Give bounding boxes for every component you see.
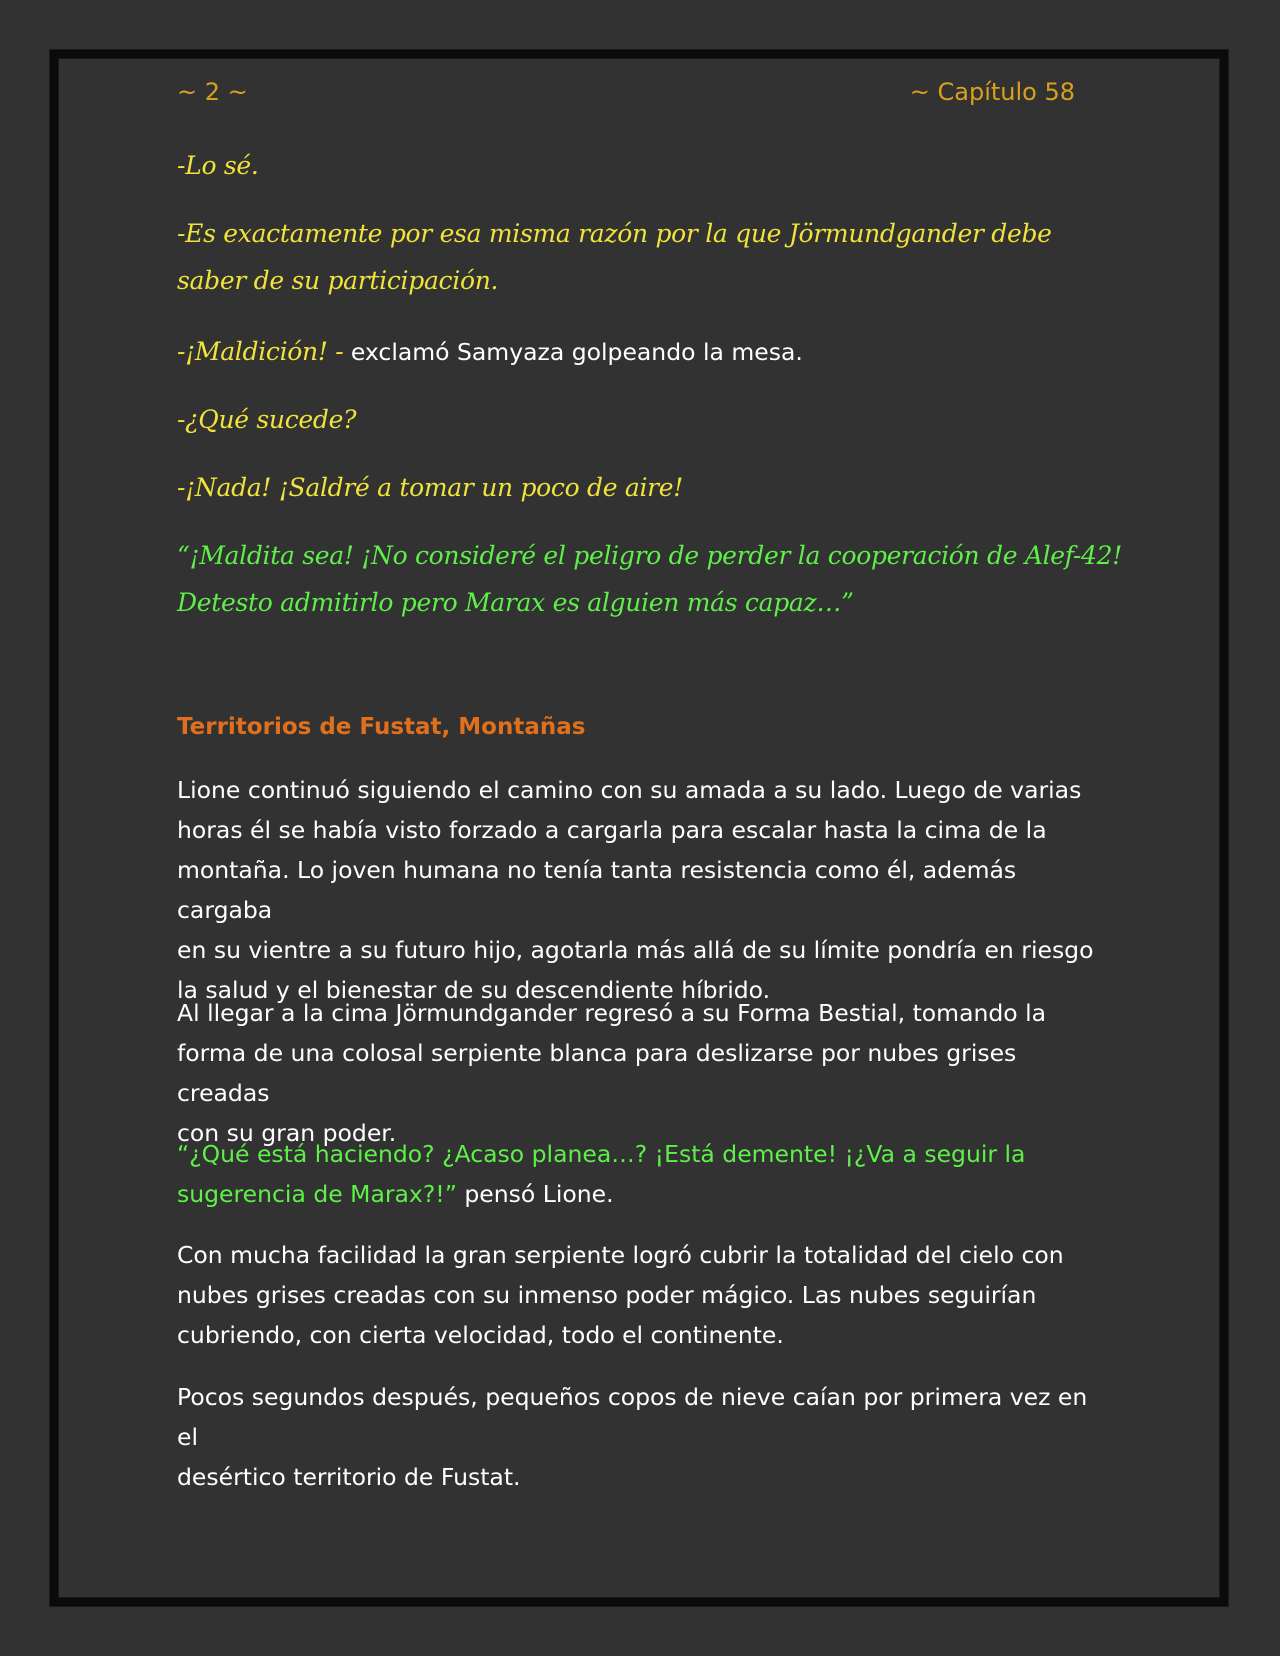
paragraph-line: Con mucha facilidad la gran serpiente logró cubrir la totalidad del cielo con (177, 1241, 1064, 1269)
thought-line: Detesto admitirlo pero Marax es alguien más capaz…” (177, 588, 854, 617)
dialogue-line: -Es exactamente por esa misma razón por la que Jörmundgander debe saber de su participación. (177, 219, 1052, 295)
dialogue-line-mixed (177, 328, 803, 376)
dialogue-exclamation: -¡Maldición! - (177, 337, 344, 366)
paragraph (177, 1235, 1107, 1355)
thought-paragraph (177, 1134, 1107, 1214)
paragraph (177, 770, 1107, 1010)
paragraph-line: montaña. Lo joven humana no tenía tanta resistencia como él, además cargaba (177, 856, 1017, 924)
paragraph-line: desértico territorio de Fustat. (177, 1463, 521, 1491)
paragraph-line: cubriendo, con cierta velocidad, todo el continente. (177, 1321, 784, 1349)
paragraph-line: en su vientre a su futuro hijo, agotarla más allá de su límite pondría en riesgo (177, 936, 1094, 964)
paragraph-line: nubes grises creadas con su inmenso poder mágico. Las nubes seguirían (177, 1281, 1037, 1309)
page-header (177, 74, 1075, 110)
thought-line: “¡Maldita sea! ¡No consideré el peligro de perder la cooperación de Alef-42! (177, 541, 1122, 570)
section-heading: Territorios de Fustat, Montañas (177, 714, 586, 740)
paragraph-line: con su gran poder. (177, 1119, 397, 1147)
paragraph-line: Lione continuó siguiendo el camino con su amada a su lado. Luego de varias (177, 776, 1082, 804)
dialogue-line: -Lo sé. (177, 151, 259, 180)
narration-inline: pensó Lione. (456, 1180, 614, 1208)
paragraph-line: la salud y el bienestar de su descendiente híbrido. (177, 976, 771, 1004)
paragraph (177, 1377, 1107, 1497)
dialogue-line: -¿Qué sucede? (177, 405, 357, 434)
paragraph-line: Al llegar a la cima Jörmundgander regresó a su Forma Bestial, tomando la (177, 999, 1047, 1027)
thought-line: “¿Qué está haciendo? ¿Acaso planea…? ¡Está demente! ¡¿Va a seguir la (177, 1140, 1026, 1168)
thought-line: sugerencia de Marax?!” (177, 1180, 457, 1208)
paragraph-line: forma de una colosal serpiente blanca para deslizarse por nubes grises creadas (177, 1039, 1017, 1107)
narration-inline: exclamó Samyaza golpeando la mesa. (343, 338, 803, 366)
paragraph-line: Pocos segundos después, pequeños copos de nieve caían por primera vez en el (177, 1383, 1088, 1451)
dialogue-line: -¡Nada! ¡Saldré a tomar un poco de aire! (177, 473, 684, 502)
page-number: ~ 2 ~ (177, 78, 248, 106)
chapter-label: ~ Capítulo 58 (909, 78, 1075, 106)
paragraph-line: horas él se había visto forzado a cargarla para escalar hasta la cima de la (177, 816, 1047, 844)
paragraph (177, 993, 1107, 1153)
